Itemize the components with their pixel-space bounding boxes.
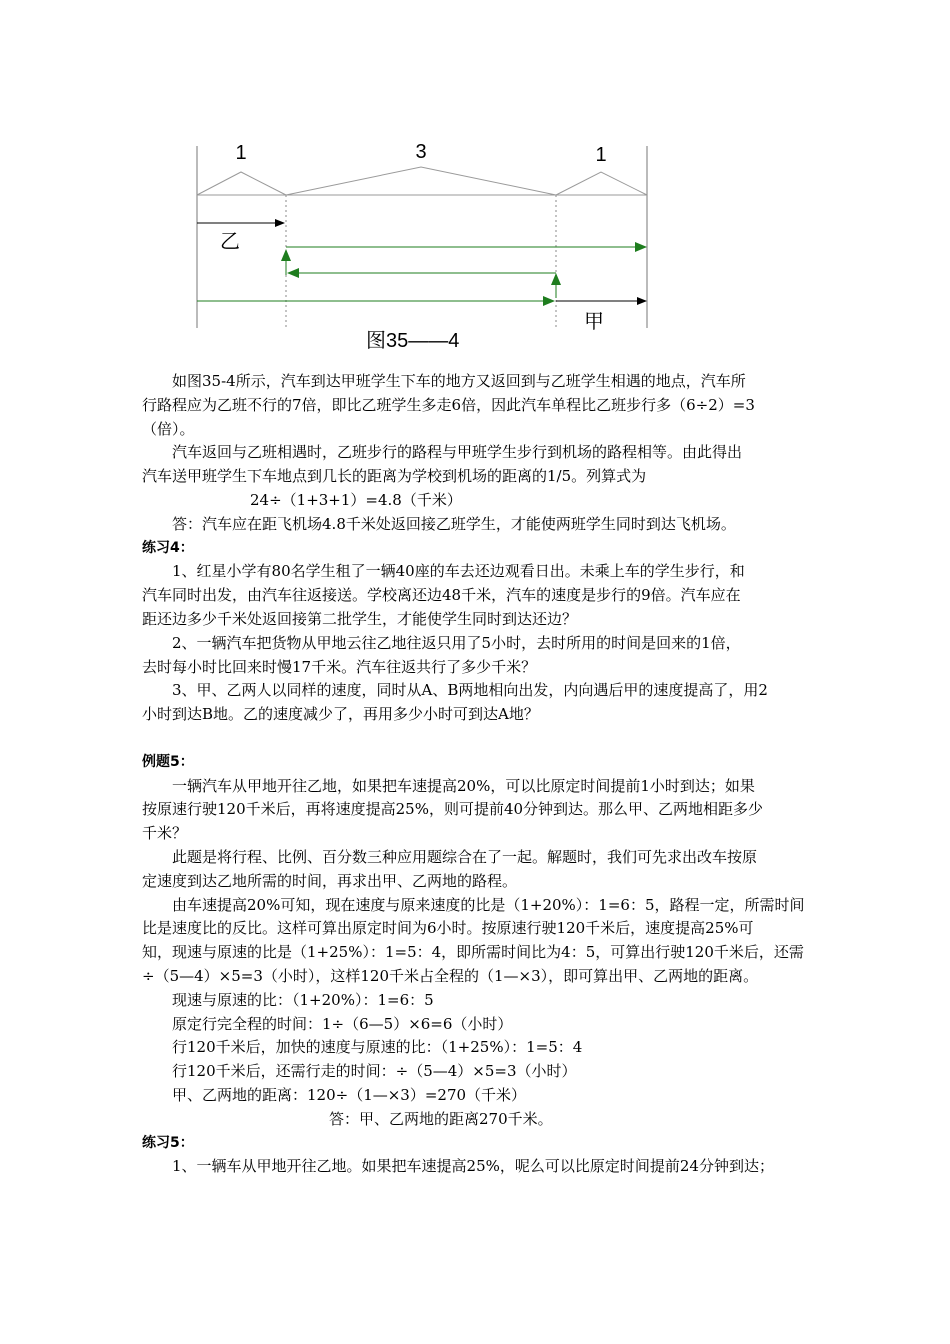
paragraph-line: 千米？ (142, 824, 188, 843)
section-heading: 练习5： (142, 1134, 194, 1151)
paragraph-line: 如图35-4所示，汽车到达甲班学生下车的地方又返回到与乙班学生相遇的地点，汽车所 (172, 372, 746, 390)
segment-label-2: 3 (415, 141, 427, 163)
blank-line (142, 727, 832, 751)
segment-label-3: 1 (595, 144, 607, 166)
paragraph-line: （倍）。 (142, 419, 195, 438)
paragraph-line: 小时到达B地。乙的速度减少了，再用多少小时可到达A地？ (142, 705, 539, 724)
document-body (142, 370, 832, 1179)
paragraph-line: 3、甲、乙两人以同样的速度，同时从A、B两地相向出发，内向遇后甲的速度提高了，用2 (172, 681, 768, 700)
answer-line: 答：汽车应在距飞机场4.8千米处返回接乙班学生，才能使两班学生同时到达飞机场。 (172, 514, 736, 533)
segment-label-1: 1 (235, 142, 247, 164)
paragraph-line: ÷（5—4）×5=3（小时），这样120千米占全程的（1—×3），即可算出甲、乙两地的距离。 (142, 966, 759, 985)
travel-diagram (180, 128, 660, 358)
diagram-svg (180, 128, 660, 358)
paragraph-line: 此题是将行程、比例、百分数三种应用题综合在了一起。解题时，我们可先求出改车按原 (172, 847, 758, 866)
formula-line: 现速与原速的比：（1+20%）：1=6：5 (172, 990, 434, 1009)
paragraph-line: 行路程应为乙班不行的7倍，即比乙班学生多走6倍，因此汽车单程比乙班步行多（6÷2）=3 (142, 395, 755, 414)
paragraph-line: 按原速行驶120千米后，再将速度提高25%，则可提前40分钟到达。那么甲、乙两地相距多少 (142, 800, 764, 819)
label-jia: 甲 (584, 311, 604, 333)
paragraph-line: 比是速度比的反比。这样可算出原定时间为6小时。按原速行驶120千米后，速度提高25%可 (142, 919, 754, 938)
label-yi: 乙 (220, 231, 240, 253)
brace-segment-1 (197, 172, 286, 195)
paragraph-line: 2、一辆汽车把货物从甲地云往乙地往返只用了5小时，去时所用的时间是回来的1倍， (172, 633, 741, 652)
answer-line: 答：甲、乙两地的距离270千米。 (329, 1109, 553, 1128)
paragraph-line: 定速度到达乙地所需的时间，再求出甲、乙两地的路程。 (142, 871, 518, 890)
paragraph-line: 1、一辆车从甲地开往乙地。如果把车速提高25%，呢么可以比原定时间提前24分钟到达； (172, 1157, 774, 1176)
formula-line: 行120千米后，还需行走的时间：÷（5—4）×5=3（小时） (172, 1062, 577, 1081)
paragraph-line: 去时每小时比回来时慢17千米。汽车往返共行了多少千米？ (142, 657, 537, 676)
formula-line: 行120千米后，加快的速度与原速的比：（1+25%）：1=5：4 (172, 1038, 583, 1057)
figure-caption: 图35——4 (366, 330, 460, 352)
formula-line: 原定行完全程的时间：1÷（6—5）×6=6（小时） (172, 1014, 513, 1033)
paragraph-line: 汽车同时出发，由汽车往返接送。学校离还边48千米，汽车的速度是步行的9倍。汽车应在 (142, 586, 741, 605)
section-heading: 练习4： (142, 539, 194, 556)
brace-segment-3 (556, 172, 647, 195)
section-heading: 例题5： (142, 753, 194, 770)
paragraph-line: 知，现速与原速的比是（1+25%）：1=5：4，即所需时间比为4：5，可算出行驶120千米后，还需 (142, 943, 804, 962)
paragraph-line: 一辆汽车从甲地开往乙地，如果把车速提高20%，可以比原定时间提前1小时到达；如果 (172, 776, 755, 795)
formula-line: 甲、乙两地的距离：120÷（1—×3）=270（千米） (172, 1085, 527, 1104)
paragraph-line: 距还边多少千米处返回接第二批学生，才能使学生同时到达还边？ (142, 609, 578, 628)
paragraph-line: 由车速提高20%可知，现在速度与原来速度的比是（1+20%）：1=6：5，路程一定，所需时间 (172, 895, 805, 914)
paragraph-line: 汽车返回与乙班相遇时，乙班步行的路程与甲班学生步行到机场的路程相等。由此得出 (172, 443, 743, 462)
paragraph-line: 汽车送甲班学生下车地点到几长的距离为学校到机场的距离的1/5。列算式为 (142, 467, 647, 486)
formula-line: 24÷（1+3+1）=4.8（千米） (250, 490, 462, 509)
paragraph-line: 1、红星小学有80名学生租了一辆40座的车去还边观看日出。未乘上车的学生步行，和 (172, 562, 745, 581)
brace-segment-2 (286, 167, 556, 195)
